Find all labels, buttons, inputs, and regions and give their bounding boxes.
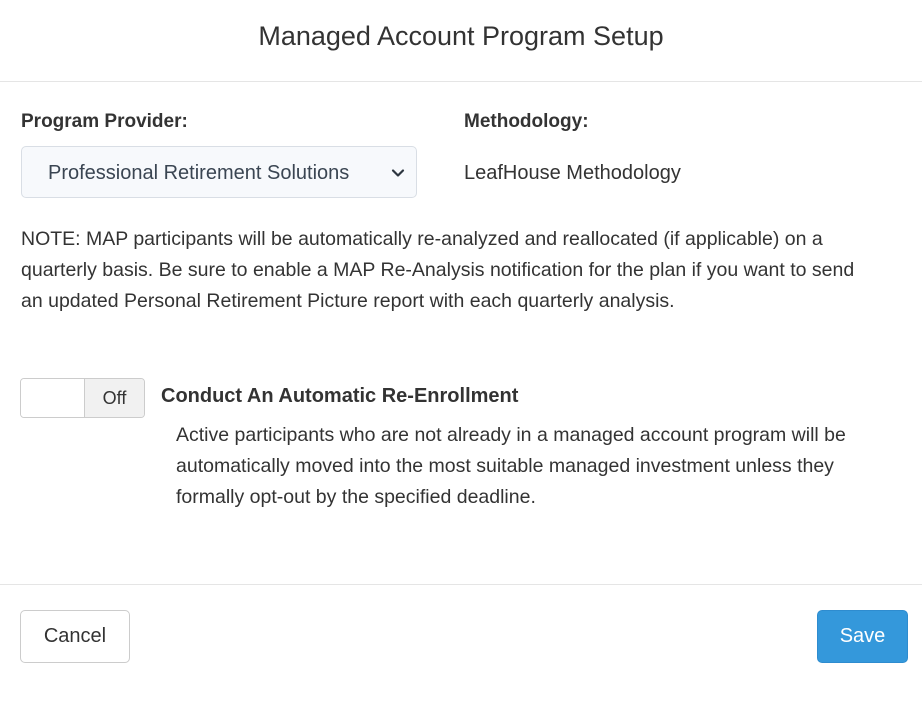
methodology-label: Methodology: — [464, 111, 589, 132]
program-provider-selected-value: Professional Retirement Solutions — [48, 162, 350, 184]
quarterly-reanalysis-note: NOTE: MAP participants will be automatically re-analyzed and reallocated (if applicable) on a quarterly basis. Be sure to enable a MAP Re-Analysis notification for the plan if you want to send an updated Personal Retirement Picture report with each quarterly analysis. — [21, 228, 855, 312]
auto-reenrollment-title: Conduct An Automatic Re-Enrollment — [161, 385, 519, 407]
program-provider-select[interactable] — [21, 146, 417, 198]
dialog-header — [0, 0, 922, 82]
dialog-title: Managed Account Program Setup — [258, 21, 664, 51]
toggle-handle — [21, 379, 85, 417]
chevron-down-icon — [390, 165, 406, 181]
cancel-button[interactable]: Cancel — [20, 610, 130, 663]
save-button[interactable]: Save — [817, 610, 908, 663]
dialog-footer — [0, 584, 922, 706]
program-provider-label: Program Provider: — [21, 111, 188, 132]
toggle-off-label: Off — [85, 379, 144, 417]
methodology-value: LeafHouse Methodology — [464, 162, 681, 184]
auto-reenrollment-toggle[interactable] — [20, 378, 145, 418]
auto-reenrollment-description: Active participants who are not already in a managed account program will be automatically moved into the most suitable managed investment unless they formally opt-out by the specified deadline. — [176, 424, 846, 508]
